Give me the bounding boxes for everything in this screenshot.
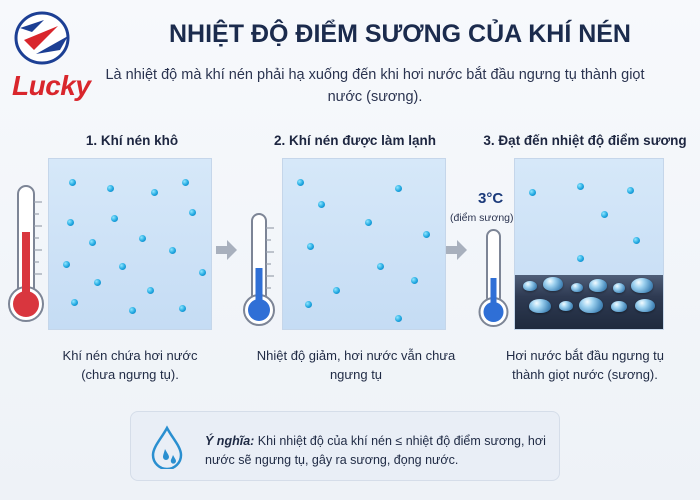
condensed-droplet [631, 278, 653, 293]
water-drop-icon [147, 425, 187, 469]
vapor-dot [395, 185, 402, 192]
vapor-dot [139, 235, 146, 242]
vapor-dot [119, 263, 126, 270]
vapor-dot [199, 269, 206, 276]
meaning-body: Khi nhiệt độ của khí nén ≤ nhiệt độ điểm sương, hơi nước sẽ ngưng tụ, gây ra sương, đọng nước. [205, 434, 546, 467]
thermometer-cool-icon [240, 212, 280, 330]
panel-3-caption: Hơi nước bắt đầu ngưng tụ thành giọt nước (sương). [505, 348, 665, 382]
panel-2-title: 2. Khí nén được làm lạnh [274, 133, 436, 148]
thermometer-hot-icon [4, 182, 48, 328]
arrow-right-icon [214, 238, 238, 262]
vapor-dot [179, 305, 186, 312]
panel-1-box [48, 158, 212, 330]
vapor-dot [305, 301, 312, 308]
arrow-right-icon [444, 238, 468, 262]
page-subtitle: Là nhiệt độ mà khí nén phải hạ xuống đến khi hơi nước bắt đầu ngưng tụ thành giọt nước (sương). [105, 67, 645, 105]
vapor-dot [423, 231, 430, 238]
vapor-dot [377, 263, 384, 270]
vapor-dot [529, 189, 536, 196]
vapor-dot [67, 219, 74, 226]
vapor-dot [89, 239, 96, 246]
condensed-droplet [529, 299, 551, 313]
vapor-dot [111, 215, 118, 222]
vapor-dot [601, 211, 608, 218]
vapor-dot [147, 287, 154, 294]
meaning-box [130, 411, 560, 481]
lucky-logo-mark-icon [14, 10, 74, 66]
condensed-droplet [543, 277, 563, 291]
panel-3-box [514, 158, 664, 330]
cold-surface [515, 275, 663, 329]
condensed-droplet [611, 301, 627, 312]
page-title: NHIỆT ĐỘ ĐIỂM SƯƠNG CỦA KHÍ NÉN [169, 20, 631, 48]
vapor-dot [318, 201, 325, 208]
lucky-logo [6, 8, 102, 104]
vapor-dot [169, 247, 176, 254]
vapor-dot [151, 189, 158, 196]
vapor-dot [129, 307, 136, 314]
vapor-dot [577, 183, 584, 190]
vapor-dot [577, 255, 584, 262]
panel-1-caption: Khí nén chứa hơi nước (chưa ngưng tụ). [62, 348, 198, 382]
vapor-dot [633, 237, 640, 244]
logo-text: Lucky [12, 70, 91, 101]
panel-3-title: 3. Đạt đến nhiệt độ điểm sương [483, 133, 687, 148]
vapor-dot [94, 279, 101, 286]
condensed-droplet [571, 283, 583, 292]
vapor-dot [107, 185, 114, 192]
meaning-label: Ý nghĩa: [205, 434, 255, 448]
condensed-droplet [559, 301, 573, 311]
vapor-dot [189, 209, 196, 216]
condensed-droplet [579, 297, 603, 313]
thermometer-cold-icon [476, 228, 512, 330]
panel-1-title: 1. Khí nén khô [85, 133, 179, 148]
condensed-droplet [523, 281, 537, 291]
vapor-dot [297, 179, 304, 186]
vapor-dot [395, 315, 402, 322]
vapor-dot [63, 261, 70, 268]
vapor-dot [307, 243, 314, 250]
vapor-dot [333, 287, 340, 294]
condensed-droplet [589, 279, 607, 292]
vapor-dot [69, 179, 76, 186]
vapor-dot [411, 277, 418, 284]
vapor-dot [182, 179, 189, 186]
panel-2-caption: Nhiệt độ giảm, hơi nước vẫn chưa ngưng tụ [256, 348, 456, 382]
vapor-dot [71, 299, 78, 306]
panel-2-box [282, 158, 446, 330]
dew-point-label: (điểm sương) [450, 212, 514, 224]
meaning-text [205, 432, 555, 470]
condensed-droplet [635, 299, 655, 312]
vapor-dot [627, 187, 634, 194]
condensed-droplet [613, 283, 625, 293]
dew-point-value: 3°C [478, 190, 504, 207]
vapor-dot [365, 219, 372, 226]
